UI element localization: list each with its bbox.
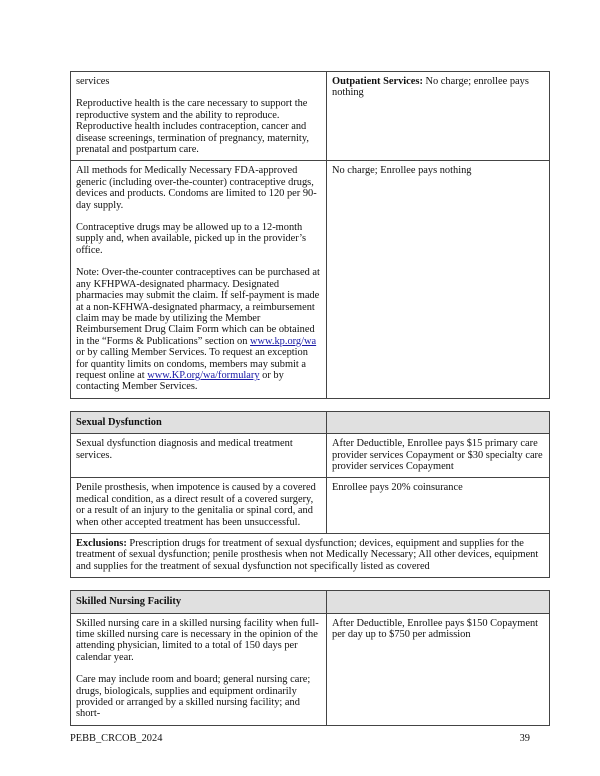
table-row <box>71 434 550 478</box>
label: Exclusions: <box>76 538 127 549</box>
formulary-link[interactable]: www.KP.org/wa/formulary <box>147 369 260 381</box>
benefit-cost: No charge; Enrollee pays nothing <box>327 161 550 398</box>
text: Note: Over-the-counter contraceptives can be purchased at any KFHPWA-designated pharmacy. Designated pharmacies may submit the claim. If self-payment is made at a non-KFHWA-designated pharmacy, a reimbursement claim may be made by utilizing the Member Reimbursement Drug Claim Form which can be obtained in the “Forms & Publications” section on <box>76 267 320 347</box>
text: Prescription drugs for treatment of sexual dysfunction; devices, equipment and supplies for the treatment of sexual dysfunction; penile prosthesis when not Medically Necessary; All other devices, equipment and supplies for the treatment of sexual dysfunction not specifically listed as covered <box>76 538 539 572</box>
page-content <box>70 71 549 738</box>
document-id: PEBB_CRCOB_2024 <box>70 733 163 744</box>
benefit-cost: After Deductible, Enrollee pays $150 Copayment per day up to $750 per admission <box>327 613 550 725</box>
text: or by contacting Member Services. <box>76 369 284 393</box>
reproductive-health-table <box>70 71 550 399</box>
sexual-dysfunction-table <box>70 411 550 578</box>
note <box>76 267 320 392</box>
text: services <box>76 76 110 87</box>
benefit-description <box>71 161 327 398</box>
label: Outpatient Services: <box>332 76 423 87</box>
text: Reproductive health is the care necessary to support the reproductive system and the ability to reproduce. Reproductive health includes contraception, cancer and disease screenings, termination of pregnancy, maternity, prenatal and postpartum care. <box>76 98 309 156</box>
benefit-cost: Enrollee pays 20% coinsurance <box>327 478 550 534</box>
page-number: 39 <box>519 733 530 744</box>
skilled-nursing-table <box>70 590 550 726</box>
table-row <box>71 161 550 398</box>
benefit-description <box>71 72 327 161</box>
table-row <box>71 72 550 161</box>
text: Contraceptive drugs may be allowed up to a 12-month supply and, when available, picked up in the provider’s office. <box>76 222 307 256</box>
text: Care may include room and board; general nursing care; drugs, biologicals, supplies and equipment ordinarily provided or arranged by a skilled nursing facility; and short- <box>76 674 311 720</box>
empty-header <box>327 411 550 433</box>
kp-link[interactable]: www.kp.org/wa <box>250 335 317 347</box>
text: No charge; enrollee pays nothing <box>332 76 529 99</box>
text: Skilled nursing care in a skilled nursing facility when full-time skilled nursing care is necessary in the opinion of the attending physician, limited to a total of 150 days per calendar year. <box>76 617 319 663</box>
table-row <box>71 478 550 534</box>
benefit-description <box>71 613 327 725</box>
empty-header <box>327 591 550 613</box>
section-title: Sexual Dysfunction <box>71 411 327 433</box>
table-row <box>71 613 550 725</box>
table-header <box>71 411 550 433</box>
exclusions-row <box>71 534 550 578</box>
text: All methods for Medically Necessary FDA-approved generic (including over-the-counter) contraceptive drugs, devices and products. Condoms are limited to 120 per 90-day supply. <box>76 165 317 211</box>
exclusions <box>71 534 550 578</box>
benefit-cost: After Deductible, Enrollee pays $15 primary care provider services Copayment or $30 specialty care provider services Copayment <box>327 434 550 478</box>
table-header <box>71 591 550 613</box>
benefit-cost <box>327 72 550 161</box>
text: or by calling Member Services. To request an exception for quantity limits on condoms, members may submit a request online at <box>76 347 308 381</box>
benefit-description: Sexual dysfunction diagnosis and medical treatment services. <box>71 434 327 478</box>
benefit-description: Penile prosthesis, when impotence is caused by a covered medical condition, as a direct result of a covered surgery, or a result of an injury to the genitalia or spinal cord, and when other accepted treatment has been unsuccessful. <box>71 478 327 534</box>
section-title: Skilled Nursing Facility <box>71 591 327 613</box>
